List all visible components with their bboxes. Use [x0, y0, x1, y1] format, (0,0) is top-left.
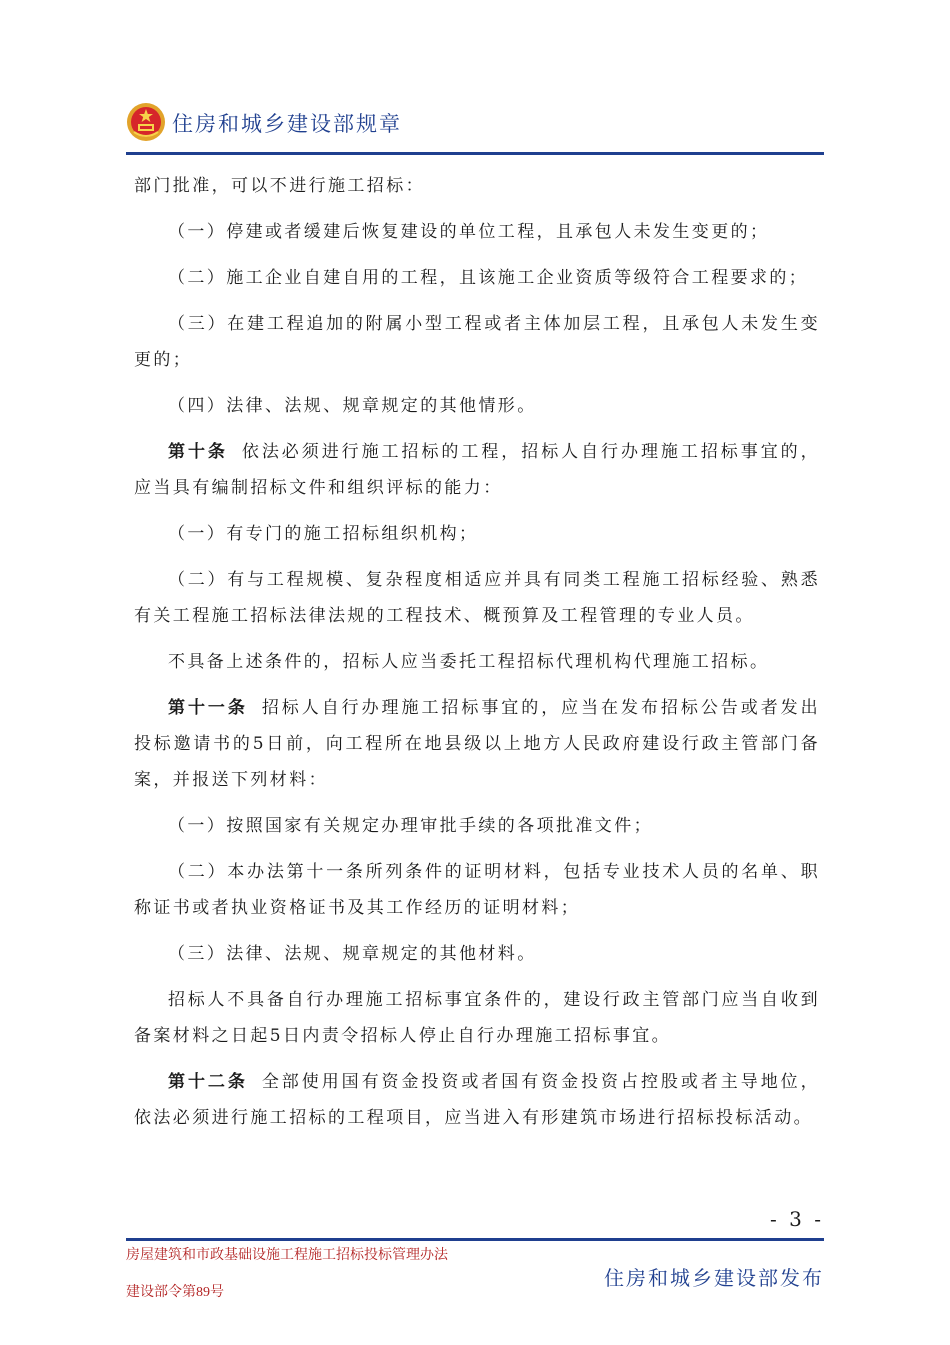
- paragraph: 不具备上述条件的，招标人应当委托工程招标代理机构代理施工招标。: [168, 652, 770, 672]
- article-number: 第十一条: [168, 698, 248, 718]
- article-paragraph: [134, 434, 820, 506]
- article-text: 依法必须进行施工招标的工程，招标人自行办理施工招标事宜的，应当具有编制招标文件和组织评标的能力：: [134, 442, 820, 498]
- paragraph: （三）在建工程追加的附属小型工程或者主体加层工程，且承包人未发生变更的；: [134, 314, 820, 370]
- header-divider: [126, 152, 824, 155]
- paragraph: （三）法律、法规、规章规定的其他材料。: [168, 944, 537, 964]
- paragraph: （二）施工企业自建自用的工程，且该施工企业资质等级符合工程要求的；: [168, 268, 809, 288]
- paragraph: 招标人不具备自行办理施工招标事宜条件的，建设行政主管部门应当自收到备案材料之日起5日内责令招标人停止自行办理施工招标事宜。: [134, 990, 820, 1046]
- article-text: 招标人自行办理施工招标事宜的，应当在发布招标公告或者发出投标邀请书的5日前，向工程所在地县级以上地方人民政府建设行政主管部门备案，并报送下列材料：: [134, 698, 820, 790]
- article-number: 第十二条: [168, 1072, 248, 1092]
- paragraph: （一）按照国家有关规定办理审批手续的各项批准文件；: [168, 816, 653, 836]
- footer-order-number: 建设部令第89号: [126, 1285, 224, 1300]
- page-header: [126, 100, 824, 158]
- footer-document-title: 房屋建筑和市政基础设施工程施工招标投标管理办法: [126, 1248, 448, 1263]
- footer-divider: [126, 1238, 824, 1241]
- article-paragraph: [134, 690, 820, 798]
- paragraph: （一）有专门的施工招标组织机构；: [168, 524, 479, 544]
- header-title: 住房和城乡建设部规章: [172, 112, 402, 136]
- paragraph: （二）有与工程规模、复杂程度相适应并具有同类工程施工招标经验、熟悉有关工程施工招标法律法规的工程技术、概预算及工程管理的专业人员。: [134, 570, 820, 626]
- paragraph: 部门批准，可以不进行施工招标：: [134, 176, 425, 196]
- article-paragraph: [134, 1064, 820, 1136]
- national-emblem-icon: [126, 102, 166, 142]
- paragraph: （一）停建或者缓建后恢复建设的单位工程，且承包人未发生变更的；: [168, 222, 770, 242]
- page-number: - 3 -: [770, 1207, 824, 1231]
- paragraph: （四）法律、法规、规章规定的其他情形。: [168, 396, 537, 416]
- paragraph: （二）本办法第十一条所列条件的证明材料，包括专业技术人员的名单、职称证书或者执业资格证书及其工作经历的证明材料；: [134, 862, 820, 918]
- article-number: 第十条: [168, 442, 228, 462]
- document-body: [134, 168, 820, 1146]
- footer-publisher: 住房和城乡建设部发布: [604, 1266, 824, 1290]
- article-text: 全部使用国有资金投资或者国有资金投资占控股或者主导地位，依法必须进行施工招标的工程项目，应当进入有形建筑市场进行招标投标活动。: [134, 1072, 820, 1128]
